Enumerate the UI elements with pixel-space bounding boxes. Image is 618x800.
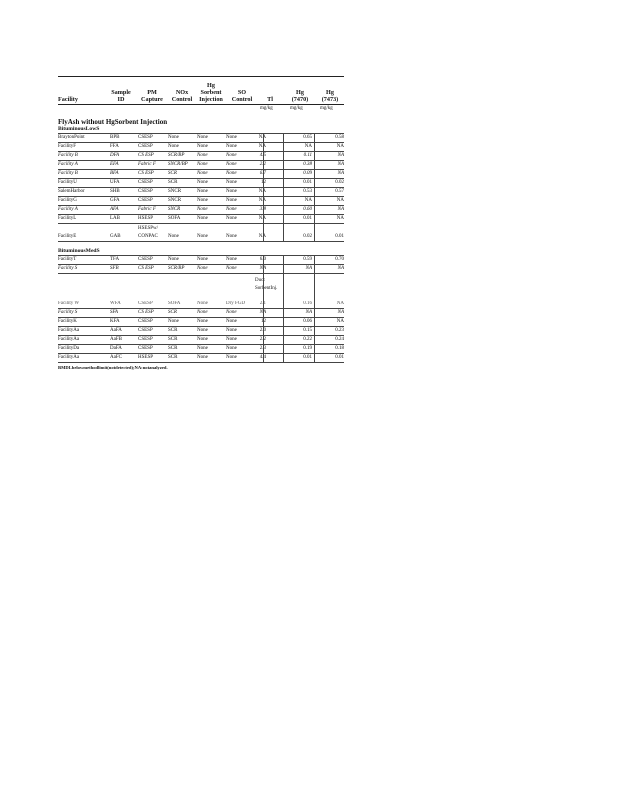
cell-sorbent-injection: None (197, 346, 208, 351)
cell-facility: Facility W (58, 301, 80, 306)
column-divider (314, 265, 315, 273)
cell-sorbent-injection: None (197, 337, 208, 342)
column-divider (263, 215, 264, 223)
cell-pm-capture: CSESP (138, 257, 153, 262)
cell-so-control: None (226, 207, 237, 212)
cell-tl: 2.2 (259, 162, 266, 167)
cell-sorbent-injection: None (197, 328, 208, 333)
cell-nox-control: None (168, 234, 179, 239)
cell-nox-control: None (168, 257, 179, 262)
unit-hg-7473: mg/kg (320, 106, 333, 111)
cell-tl: NA (258, 234, 266, 239)
column-divider (263, 170, 264, 178)
cell-hg-7473: 0.58 (335, 135, 344, 140)
table-row (58, 179, 344, 188)
header-nox: NOx Control (171, 89, 193, 103)
cell-nox-control: SCR (168, 328, 178, 333)
column-divider (263, 206, 264, 214)
cell-hg-7470: 0.53 (303, 189, 312, 194)
cell-so-control: None (226, 310, 237, 315)
column-divider (314, 345, 315, 353)
cell-hg-7473: NA (337, 171, 344, 176)
column-divider (314, 134, 315, 142)
group-heading: BituminousMedS (58, 248, 344, 256)
column-divider (314, 354, 315, 362)
table-row (58, 188, 344, 197)
column-divider (263, 256, 264, 264)
column-divider (263, 265, 264, 273)
section-title: FlyAsh without HgSorbent Injection (58, 118, 168, 126)
cell-hg-7473: NA (337, 310, 344, 315)
cell-sample-id: KFA (110, 319, 120, 324)
cell-sample-id: WFA (110, 301, 121, 306)
column-divider (283, 206, 284, 214)
cell-hg-7473: NA (336, 198, 344, 203)
header-so: SO Control (231, 89, 253, 103)
cell-pm-capture: CSESP (138, 319, 153, 324)
cell-hg-7470: 0.01 (303, 355, 312, 360)
cell-sorbent-injection: None (197, 135, 208, 140)
cell-nox-control: None (168, 144, 179, 149)
cell-so-control: None (226, 319, 237, 324)
cell-pm-capture: CSESP (138, 346, 153, 351)
column-divider (283, 197, 284, 205)
column-divider (283, 188, 284, 196)
column-divider (283, 134, 284, 142)
cell-hg-7473: 0.01 (335, 234, 344, 239)
cell-nox-control: SOFA (168, 216, 181, 221)
column-divider (283, 318, 284, 326)
column-divider (283, 265, 284, 273)
cell-sorbent-injection: None (197, 162, 208, 167)
cell-tl: 3.8 (259, 207, 266, 212)
table-row (58, 206, 344, 215)
table-row (58, 143, 344, 152)
cell-tl: NA (258, 135, 266, 140)
cell-so-control: None (226, 328, 237, 333)
cell-facility: Facility S (58, 310, 78, 315)
header-hg-7470: Hg (7470) (291, 89, 309, 103)
header-pm: PM Capture (141, 89, 163, 103)
header-sorbent: Hg Sorbent Injection (199, 82, 223, 103)
cell-facility: FacilityK (58, 319, 77, 324)
table-row (58, 345, 344, 354)
cell-sorbent-injection: None (197, 257, 208, 262)
column-divider (314, 170, 315, 178)
cell-sorbent-injection: None (197, 310, 208, 315)
column-divider (283, 336, 284, 344)
cell-facility: FacilityF (58, 144, 77, 149)
cell-nox-control: SNCR/BP (168, 162, 188, 167)
cell-nox-control: SCR/BP (168, 266, 185, 271)
header-sample-id: Sample ID (111, 89, 131, 103)
column-divider (314, 309, 315, 317)
header-hg-7473: Hg (7473) (321, 89, 339, 103)
cell-facility: Facility B (58, 171, 78, 176)
cell-so-control: None (226, 153, 237, 158)
cell-pm-capture: CSESP (138, 337, 153, 342)
cell-sample-id: LAB (110, 216, 120, 221)
cell-note (255, 277, 277, 293)
cell-hg-7470: 0.15 (303, 328, 312, 333)
cell-so-control: Dry FGD (226, 301, 246, 306)
cell-hg-7473: NA (336, 144, 344, 149)
group-heading: BituminousLowS (58, 126, 344, 134)
cell-so-control: None (226, 162, 237, 167)
cell-nox-control: SCR (168, 337, 178, 342)
cell-tl: NA (258, 144, 266, 149)
cell-so-control: None (226, 180, 237, 185)
column-divider (283, 143, 284, 151)
cell-sorbent-injection: None (197, 189, 208, 194)
cell-sample-id: GAB (110, 234, 121, 239)
column-divider (263, 327, 264, 335)
cell-hg-7470: 0.60 (303, 207, 312, 212)
column-divider (283, 354, 284, 362)
cell-sorbent-injection: None (197, 319, 208, 324)
cell-hg-7470: 0.06 (303, 319, 312, 324)
cell-so-control: None (226, 144, 237, 149)
cell-sample-id: EFA (110, 162, 119, 167)
cell-sample-id: AaFC (110, 355, 122, 360)
cell-nox-control: SNCR (168, 207, 181, 212)
column-divider (314, 256, 315, 264)
cell-sorbent-injection: None (197, 171, 208, 176)
header-tl: Tl (267, 96, 273, 103)
cell-hg-7473: 0.24 (335, 337, 344, 342)
cell-pm-capture: Fabric F (138, 162, 156, 167)
table-row (58, 336, 344, 345)
column-divider (263, 345, 264, 353)
cell-pm-capture: HSESP (138, 355, 154, 360)
column-divider (283, 256, 284, 264)
cell-sorbent-injection: None (197, 198, 208, 203)
table-row (58, 134, 344, 143)
table-row (58, 327, 344, 336)
cell-pm-capture: Fabric F (138, 207, 156, 212)
cell-facility: FacilityU (58, 180, 77, 185)
column-divider (283, 215, 284, 223)
column-divider (314, 215, 315, 223)
column-divider (263, 179, 264, 187)
cell-nox-control: SCR (168, 355, 178, 360)
table-row (58, 309, 344, 318)
column-divider (283, 179, 284, 187)
cell-hg-7473: 0.57 (335, 189, 344, 194)
cell-pm-capture: CSESP (138, 301, 153, 306)
cell-nox-control: SNCR (168, 189, 182, 194)
cell-facility: BraytonPoint (58, 135, 85, 140)
cell-sample-id: AaFA (110, 328, 122, 333)
cell-facility: FacilityAa (58, 328, 80, 333)
column-divider (263, 161, 264, 169)
cell-tl: 4.5 (259, 153, 266, 158)
cell-hg-7470: NA (304, 198, 312, 203)
cell-sorbent-injection: None (197, 207, 208, 212)
column-divider (263, 134, 264, 142)
cell-tl: 12 (261, 180, 266, 185)
cell-hg-7470: 0.19 (303, 346, 312, 351)
cell-sample-id: SHB (110, 189, 120, 194)
cell-hg-7473: 0.70 (335, 257, 344, 262)
column-divider (263, 336, 264, 344)
cell-hg-7473: 0.01 (335, 355, 344, 360)
cell-facility: FacilityAa (58, 337, 80, 342)
column-divider (263, 197, 264, 205)
column-divider (263, 318, 264, 326)
cell-hg-7470: NA (304, 144, 312, 149)
cell-pm-capture: CS ESP (138, 310, 154, 315)
column-divider (263, 274, 264, 308)
cell-facility: Facility B (58, 153, 78, 158)
table-row (58, 197, 344, 206)
cell-hg-7470: 0.01 (303, 180, 312, 185)
cell-pm-capture: CSESP (138, 189, 153, 194)
cell-facility: FacilityE (58, 234, 77, 239)
cell-nox-control: SCR (168, 310, 177, 315)
cell-so-control: None (226, 135, 237, 140)
cell-hg-7473: NA (336, 216, 344, 221)
cell-tl: NA (259, 266, 266, 271)
table-row (58, 274, 344, 309)
cell-sorbent-injection: None (197, 216, 208, 221)
cell-pm-capture: CS ESP (138, 266, 154, 271)
table-header (58, 77, 344, 104)
cell-sorbent-injection: None (197, 355, 208, 360)
cell-sorbent-injection: None (197, 266, 208, 271)
column-divider (314, 143, 315, 151)
cell-sample-id: DFA (110, 153, 120, 158)
cell-sorbent-injection: None (197, 301, 208, 306)
cell-sample-id: AFA (110, 207, 119, 212)
table-row (58, 170, 344, 179)
cell-pm-capture: CONPAC (138, 234, 158, 239)
cell-pm-capture: CSESP (138, 198, 153, 203)
cell-hg-7470: 0.11 (303, 153, 312, 158)
column-divider (263, 152, 264, 160)
table-row (58, 152, 344, 161)
cell-hg-7473: NA (337, 153, 344, 158)
column-divider (283, 274, 284, 308)
header-facility: Facility (58, 96, 78, 103)
cell-hg-7473: NA (337, 207, 344, 212)
cell-nox-control: SCR/BP (168, 153, 185, 158)
column-divider (263, 224, 264, 241)
cell-tl: NA (258, 189, 266, 194)
cell-nox-control: SCR (168, 171, 177, 176)
table-row (58, 318, 344, 327)
column-divider (314, 188, 315, 196)
cell-tl: 2.1 (259, 301, 266, 306)
note-line: Duct (255, 278, 265, 283)
column-divider (314, 224, 315, 241)
column-divider (314, 318, 315, 326)
cell-nox-control: SOFA (168, 301, 181, 306)
cell-tl: 2.3 (259, 346, 266, 351)
cell-sample-id: DaFA (110, 346, 122, 351)
cell-facility: FacilityG (58, 198, 77, 203)
column-divider (314, 179, 315, 187)
cell-hg-7470: 0.59 (303, 257, 312, 262)
cell-so-control: None (226, 346, 237, 351)
table-row (58, 256, 344, 265)
cell-sample-id: BPB (110, 135, 120, 140)
column-divider (314, 152, 315, 160)
cell-hg-7470: 0.65 (303, 135, 312, 140)
cell-so-control: None (226, 355, 237, 360)
cell-so-control: None (226, 257, 237, 262)
cell-tl: 2.2 (259, 337, 266, 342)
cell-hg-7473: NA (337, 162, 344, 167)
column-divider (283, 224, 284, 241)
cell-pm-capture: CSESP (138, 180, 153, 185)
cell-tl: 12 (261, 319, 266, 324)
cell-hg-7470: 0.09 (303, 171, 312, 176)
cell-sorbent-injection: None (197, 153, 208, 158)
cell-hg-7470: 0.02 (303, 234, 312, 239)
cell-nox-control: SNCR (168, 198, 182, 203)
column-divider (314, 197, 315, 205)
cell-facility: Facility S (58, 266, 78, 271)
cell-tl: NA (259, 310, 266, 315)
table-row (58, 224, 344, 242)
units-row (58, 104, 344, 114)
cell-sample-id: GFA (110, 198, 120, 203)
column-divider (263, 354, 264, 362)
cell-pm-capture: CS ESP (138, 153, 154, 158)
column-divider (283, 309, 284, 317)
cell-so-control: None (226, 189, 237, 194)
cell-pm-capture: CSESP (138, 135, 153, 140)
cell-so-control: None (226, 216, 237, 221)
cell-sample-id: AaFB (110, 337, 122, 342)
cell-nox-control: None (168, 319, 179, 324)
cell-nox-control: None (168, 135, 179, 140)
column-divider (283, 161, 284, 169)
cell-tl: 6.0 (259, 257, 266, 262)
cell-tl: 2.0 (259, 328, 266, 333)
cell-facility: FacilityL (58, 216, 77, 221)
cell-tl: 4.4 (259, 355, 266, 360)
cell-sample-id: BFA (110, 171, 119, 176)
cell-facility: FacilityAa (58, 355, 80, 360)
column-divider (314, 206, 315, 214)
cell-hg-7470: NA (305, 266, 312, 271)
column-divider (314, 161, 315, 169)
cell-hg-7473: NA (336, 319, 344, 324)
cell-facility: Facility A (58, 162, 78, 167)
cell-hg-7473: NA (336, 301, 344, 306)
unit-tl: mg/kg (260, 106, 273, 111)
cell-pm-capture: HSESP (138, 216, 154, 221)
cell-pm-capture: CS ESP (138, 171, 154, 176)
cell-sorbent-injection: None (197, 234, 208, 239)
cell-facility: Facility A (58, 207, 78, 212)
column-divider (263, 188, 264, 196)
cell-sample-id: UFA (110, 180, 120, 185)
cell-sample-id: FFA (110, 144, 119, 149)
cell-so-control: None (226, 198, 237, 203)
cell-tl: 6.7 (259, 171, 266, 176)
column-divider (314, 327, 315, 335)
cell-nox-control: SCR (168, 346, 178, 351)
footnote: BMDLbelowmethodlimit(notdetected);NA:notanalyzed. (58, 365, 168, 370)
cell-pm-capture: CSESP (138, 328, 153, 333)
cell-nox-control: SCR (168, 180, 178, 185)
table-row (58, 215, 344, 224)
cell-tl: NA (258, 198, 266, 203)
cell-sample-id: SFA (110, 310, 118, 315)
column-divider (283, 327, 284, 335)
cell-facility: FacilityDa (58, 346, 80, 351)
note-line: SorbentInj. (255, 286, 278, 291)
cell-tl: NA (258, 216, 266, 221)
cell-hg-7473: 0.18 (335, 346, 344, 351)
cell-hg-7470: NA (305, 310, 312, 315)
cell-so-control: None (226, 337, 237, 342)
cell-sorbent-injection: None (197, 180, 208, 185)
column-divider (283, 152, 284, 160)
unit-hg-7470: mg/kg (290, 106, 303, 111)
cell-facility: SalemHarbor (58, 189, 85, 194)
table-row (58, 161, 344, 170)
cell-sample-id: SFB (110, 266, 119, 271)
cell-hg-7473: 0.02 (335, 180, 344, 185)
cell-hg-7470: 0.16 (303, 301, 312, 306)
cell-pm-capture: CSESP (138, 144, 153, 149)
column-divider (314, 274, 315, 308)
table-body (58, 126, 344, 363)
cell-note: HSESPw/ (138, 226, 159, 231)
cell-sorbent-injection: None (197, 144, 208, 149)
column-divider (263, 143, 264, 151)
cell-sample-id: TFA (110, 257, 120, 262)
cell-hg-7473: 0.23 (335, 328, 344, 333)
column-divider (263, 309, 264, 317)
cell-hg-7473: NA (337, 266, 344, 271)
column-divider (283, 345, 284, 353)
cell-so-control: None (226, 266, 237, 271)
cell-facility: FacilityT (58, 257, 77, 262)
column-divider (314, 336, 315, 344)
table-row (58, 354, 344, 363)
table-row (58, 265, 344, 274)
cell-so-control: None (226, 171, 237, 176)
cell-hg-7470: 0.01 (303, 216, 312, 221)
column-divider (283, 170, 284, 178)
data-table (58, 76, 344, 370)
cell-so-control: None (226, 234, 237, 239)
cell-hg-7470: 0.22 (303, 337, 312, 342)
cell-hg-7470: 0.38 (303, 162, 312, 167)
